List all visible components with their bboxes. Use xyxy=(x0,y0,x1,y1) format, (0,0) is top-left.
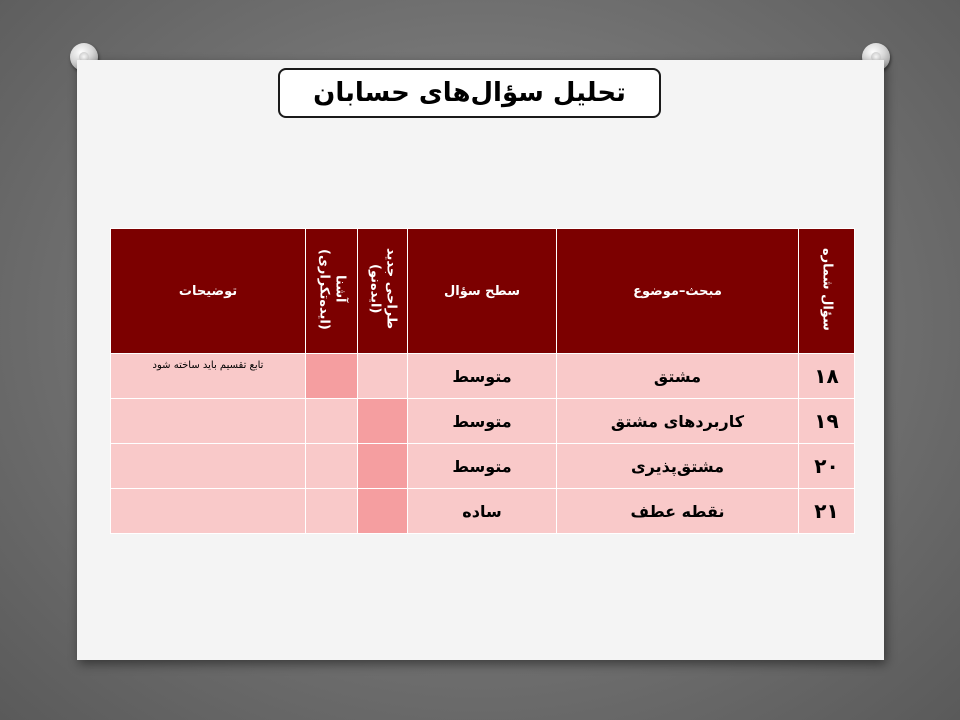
cell-level: متوسط xyxy=(408,444,557,489)
table-row xyxy=(111,399,855,444)
cell-notes xyxy=(111,444,306,489)
cell-familiar xyxy=(306,489,358,534)
cell-familiar xyxy=(306,444,358,489)
cell-notes xyxy=(111,489,306,534)
cell-familiar xyxy=(306,399,358,444)
table-row xyxy=(111,489,855,534)
cell-number: ۲۰ xyxy=(799,444,855,489)
cell-new-design-marked xyxy=(358,444,408,489)
header-notes: توضیحات xyxy=(111,229,306,354)
cell-topic: مشتق xyxy=(557,354,799,399)
table-row xyxy=(111,354,855,399)
cell-level: ساده xyxy=(408,489,557,534)
header-new-design-label: طراحی جدید (ایده‌نو) xyxy=(367,248,399,330)
cell-notes xyxy=(111,399,306,444)
header-familiar-label: آشنا (ایده‌تکراری) xyxy=(316,248,348,330)
cell-number: ۱۸ xyxy=(799,354,855,399)
cell-level: متوسط xyxy=(408,354,557,399)
header-number-label: سؤال شماره xyxy=(819,247,835,331)
header-new-design xyxy=(358,229,408,354)
cell-topic: مشتق‌پذیری xyxy=(557,444,799,489)
table-row xyxy=(111,444,855,489)
slide-title: تحلیل سؤال‌های حسابان xyxy=(278,68,661,118)
cell-number: ۱۹ xyxy=(799,399,855,444)
header-number xyxy=(799,229,855,354)
cell-topic: نقطه عطف xyxy=(557,489,799,534)
cell-new-design xyxy=(358,354,408,399)
cell-level: متوسط xyxy=(408,399,557,444)
cell-familiar-marked xyxy=(306,354,358,399)
cell-new-design-marked xyxy=(358,399,408,444)
header-level: سطح سؤال xyxy=(408,229,557,354)
table-header-row xyxy=(111,229,855,354)
header-familiar xyxy=(306,229,358,354)
cell-notes: تابع تقسیم باید ساخته شود xyxy=(111,354,306,399)
cell-new-design-marked xyxy=(358,489,408,534)
cell-number: ۲۱ xyxy=(799,489,855,534)
analysis-table xyxy=(110,228,855,534)
cell-topic: کاربردهای مشتق xyxy=(557,399,799,444)
header-topic: مبحث–موضوع xyxy=(557,229,799,354)
